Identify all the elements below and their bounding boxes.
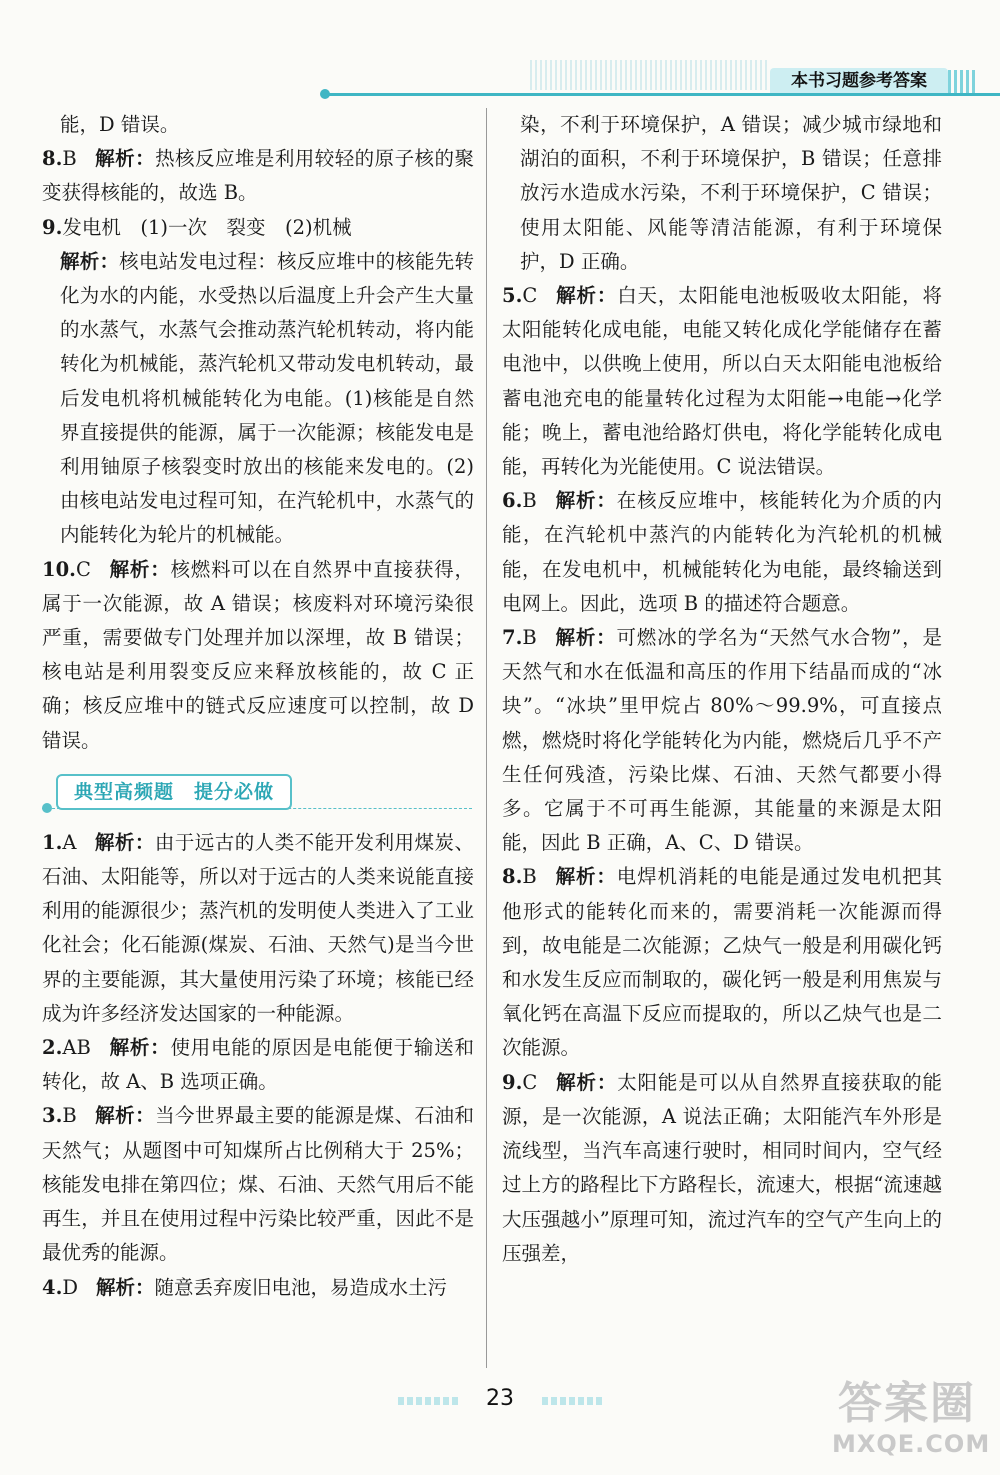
analysis-label: 解析： <box>555 1070 618 1094</box>
analysis-text: 由于远古的人类不能开发利用煤炭、石油、太阳能等，所以对于远古的人类来说能直接利用的能源很少；蒸汽机的发明使人类进入了工业化社会；化石能源(煤炭、石油、天然气)是当今世界的主要能源，其大量使用污染了环境；核能已经成为许多经济发达国家的一种能源。 <box>42 830 474 1025</box>
answer-choice: B <box>522 865 537 889</box>
answer-choice: B <box>522 626 537 650</box>
question-number: 4. <box>42 1275 63 1299</box>
analysis-label: 解析： <box>94 830 155 854</box>
analysis-label: 解析： <box>60 249 120 273</box>
question-number: 2. <box>42 1036 63 1060</box>
answer-choice: B <box>522 489 537 513</box>
question-number: 5. <box>502 284 523 308</box>
question-number: 6. <box>502 489 523 513</box>
right-column <box>502 108 942 1271</box>
header-tail-decoration <box>948 70 978 94</box>
left-column <box>42 108 474 1305</box>
analysis-label: 解析： <box>94 1104 156 1128</box>
analysis-text: 太阳能是可以从自然界直接获取的能源，是一次能源，A 说法正确；太阳能汽车外形是流线型，当汽车高速行驶时，相同时间内，空气经过上方的路程比下方路程长，流速大，根据“流速越大压强越小”原理可知，流过汽车的空气产生向上的压强差， <box>502 1070 942 1265</box>
answer-item <box>42 142 474 210</box>
answer-item <box>42 826 474 1031</box>
watermark-subtitle: MXQE.COM <box>832 1430 991 1458</box>
analysis-text: 使用电能的原因是电能便于输送和转化，故 A、B 选项正确。 <box>42 1036 474 1094</box>
answer-choice: D <box>62 1275 78 1299</box>
answer-item <box>502 1066 942 1271</box>
analysis-text: 在核反应堆中，核能转化为介质的内能，在汽轮机中蒸汽的内能转化为汽轮机的机械能，在发电机中，机械能转化为电能，最终输送到电网上。因此，选项 B 的描述符合题意。 <box>502 489 942 615</box>
analysis-text: 电焊机消耗的电能是通过发电机把其他形式的能转化而来的，需要消耗一次能源而得到，故电能是二次能源；乙炔气一般是利用碳化钙和水发生反应而制取的，碳化钙一般是利用焦炭与氧化钙在高温下反应而提取的，所以乙炔气也是二次能源。 <box>502 865 942 1060</box>
answer-choice: B <box>62 147 77 171</box>
text-paragraph <box>42 108 474 142</box>
analysis-label: 解析： <box>96 1275 155 1299</box>
analysis-label: 解析： <box>554 865 617 889</box>
answer-item <box>42 1099 474 1270</box>
analysis-text: 热核反应堆是利用较轻的原子核的聚变获得核能的，故选 B。 <box>42 147 474 205</box>
answer-choice: C <box>75 557 91 581</box>
answer-item <box>42 1031 474 1099</box>
paragraph-text: 染，不利于环境保护，A 错误；减少城市绿地和湖泊的面积，不利于环境保护，B 错误；任意排放污水造成水污染，不利于环境保护，C 错误；使用太阳能、风能等清洁能源，有利于环境保护，D 正确。 <box>520 113 942 273</box>
section-dot <box>42 803 52 813</box>
analysis-label: 解析： <box>108 557 171 581</box>
analysis-text: 可燃冰的学名为“天然气水合物”，是天然气和水在低温和高压的作用下结晶而成的“冰块”。“冰块”里甲烷占 80%～99.9%，可直接点燃，燃烧时将化学能转化为内能，燃烧后几乎不产生任何残渣，污染比煤、石油、天然气都要小得多。它属于不可再生能源，其能量的来源是太阳能，因此 B 正确，A、C、D 错误。 <box>502 626 942 855</box>
answer-item <box>42 211 474 245</box>
question-number: 1. <box>42 830 63 854</box>
question-number: 10. <box>42 557 76 581</box>
question-number: 8. <box>502 865 523 889</box>
analysis-text: 当今世界最主要的能源是煤、石油和天然气；从题图中可知煤所占比例稍大于 25%；核能发电排在第四位；煤、石油、天然气用后不能再生，并且在使用过程中污染比较严重，因此不是最优秀的能源。 <box>42 1104 474 1265</box>
question-number: 8. <box>42 147 63 171</box>
section-heading <box>42 772 474 810</box>
watermark-title: 答案圈 <box>838 1378 976 1429</box>
page-number-decoration-left <box>398 1397 458 1405</box>
analysis-text: 核电站发电过程：核反应堆中的核能先转化为水的内能，水受热以后温度上升会产生大量的水蒸气，水蒸气会推动蒸汽轮机转动，将内能转化为机械能，蒸汽轮机又带动发电机转动，最后发电机将机械能转化为电能。(1)核能是自然界直接提供的能源，属于一次能源；核能发电是利用铀原子核裂变时放出的核能来发电的。(2)由核电站发电过程可知，在汽轮机中，水蒸气的内能转化为轮片的机械能。 <box>60 249 474 547</box>
answer-choice: B <box>62 1104 77 1128</box>
page-number: 23 <box>486 1386 514 1411</box>
answer-item <box>502 279 942 484</box>
analysis-text: 白天，太阳能电池板吸收太阳能，将太阳能转化成电能，电能又转化成化学能储存在蓄电池中，以供晚上使用，所以白天太阳能电池板给蓄电池充电的能量转化过程为太阳能→电能→化学能；晚上，蓄电池给路灯供电，将化学能转化成电能，再转化为光能使用。C 说法错误。 <box>502 284 942 479</box>
analysis-label: 解析： <box>554 626 617 650</box>
header-title: 本书习题参考答案 <box>770 68 948 94</box>
question-number: 7. <box>502 626 523 650</box>
analysis-text: 核燃料可以在自然界中直接获得，属于一次能源，故 A 错误；核废料对环境污染很严重，需要做专门处理并加以深埋，故 B 错误；核电站是利用裂变反应来释放核能的，故 C 正确；核反应堆中的链式反应速度可以控制，故 D 错误。 <box>42 557 474 752</box>
paragraph-text: 能，D 错误。 <box>60 113 180 136</box>
analysis-label: 解析： <box>94 147 156 171</box>
column-divider <box>486 108 487 1368</box>
analysis-label: 解析： <box>554 489 617 513</box>
answer-item <box>502 621 942 860</box>
text-paragraph <box>502 108 942 279</box>
answer-choice: C <box>522 1070 538 1094</box>
watermark-logo <box>832 1378 991 1468</box>
answer-item <box>42 553 474 758</box>
answer-item <box>502 860 942 1065</box>
header-rule <box>325 93 1000 96</box>
question-number: 3. <box>42 1104 63 1128</box>
header-decoration <box>530 60 770 90</box>
answer-choice: AB <box>62 1036 91 1060</box>
section-title: 典型高频题 提分必做 <box>56 774 292 810</box>
analysis-label: 解析： <box>108 1036 171 1060</box>
answer-choice: C <box>522 284 538 308</box>
answer-item <box>42 1271 474 1305</box>
answer-choice: 发电机 (1)一次 裂变 (2)机械 <box>62 215 352 239</box>
text-paragraph <box>42 245 474 553</box>
page-number-decoration-right <box>542 1397 602 1405</box>
answer-choice: A <box>62 830 77 854</box>
question-number: 9. <box>42 215 63 239</box>
analysis-label: 解析： <box>555 284 618 308</box>
analysis-text: 随意丢弃废旧电池，易造成水土污 <box>154 1275 448 1299</box>
question-number: 9. <box>502 1070 523 1094</box>
answer-item <box>502 484 942 621</box>
